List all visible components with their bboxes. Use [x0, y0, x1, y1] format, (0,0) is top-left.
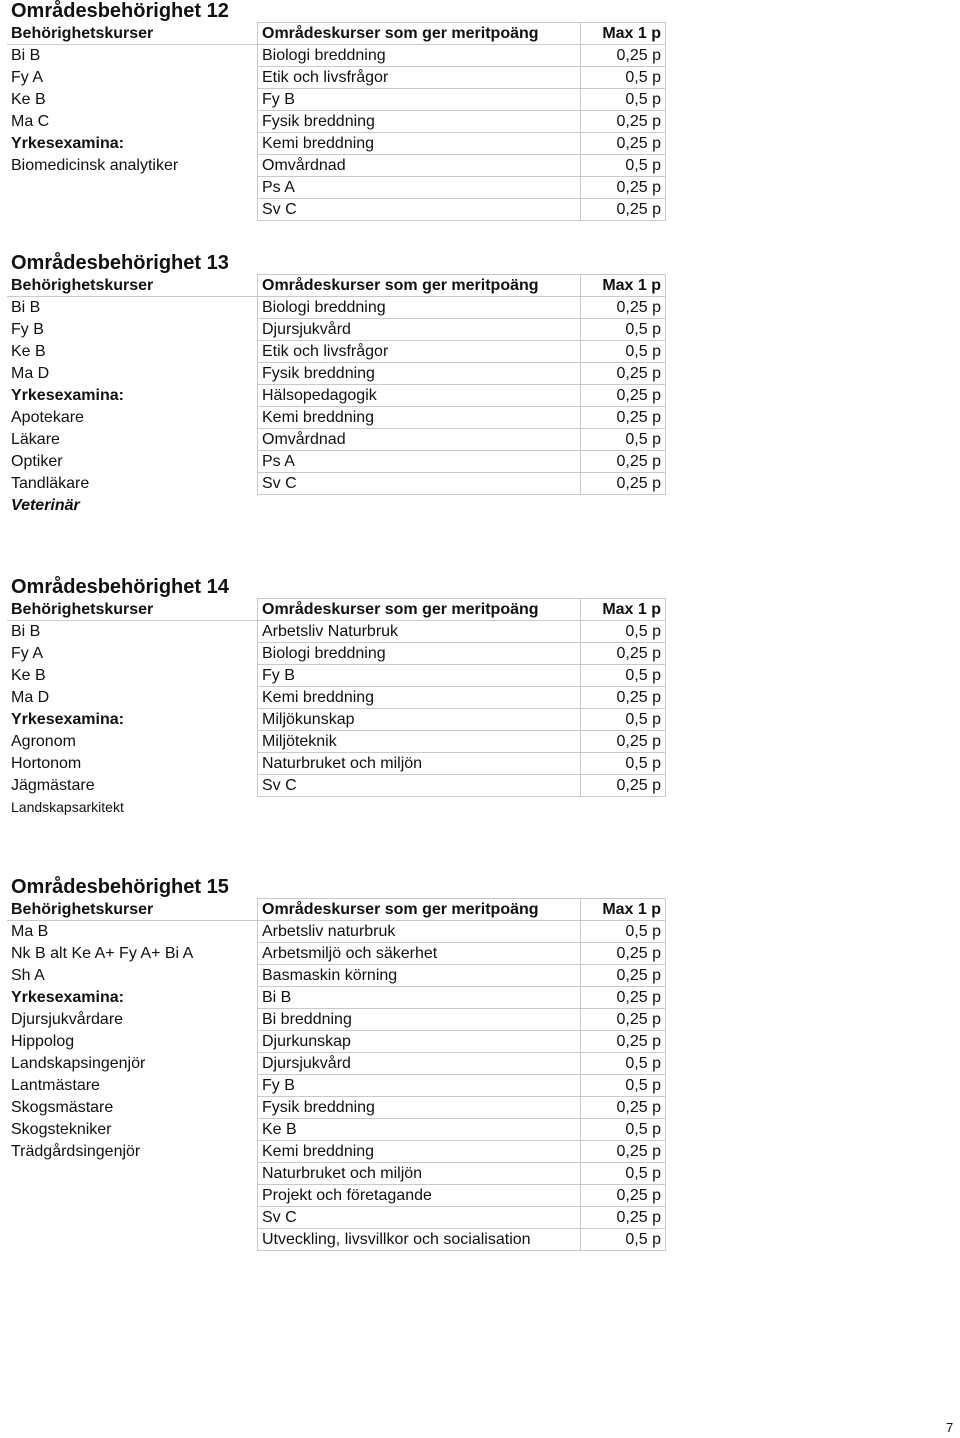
eligibility-course: Bi B [11, 47, 41, 65]
empty-cell [7, 177, 258, 199]
table-row [7, 385, 666, 407]
area-course: Basmaskin körning [258, 965, 581, 987]
points: 0,25 p [581, 111, 666, 133]
points: 0,25 p [581, 363, 666, 385]
empty-cell [581, 797, 666, 819]
points: 0,25 p [581, 775, 666, 797]
profession: Tandläkare [11, 475, 90, 492]
profession: Hippolog [11, 1033, 75, 1050]
area-course: Sv C [258, 1207, 581, 1229]
eligibility-course: Ke B [11, 91, 46, 108]
area-course: Hälsopedagogik [258, 385, 581, 407]
area-course: Arbetsliv naturbruk [258, 921, 581, 943]
page-number: 7 [946, 1420, 954, 1435]
course-table [7, 274, 666, 516]
eligibility-course: Bi B [11, 299, 41, 317]
table-row [7, 621, 666, 643]
area-course: Fysik breddning [258, 1097, 581, 1119]
area-course: Bi B [258, 987, 581, 1009]
area-course: Kemi breddning [258, 407, 581, 429]
area-course: Arbetsmiljö och säkerhet [258, 943, 581, 965]
points: 0,5 p [581, 67, 666, 89]
area-course: Biologi breddning [258, 45, 581, 67]
points: 0,5 p [581, 1075, 666, 1097]
empty-cell [7, 1163, 258, 1185]
header-eligibility-courses: Behörighetskurser [7, 899, 258, 921]
points: 0,25 p [581, 1009, 666, 1031]
header-max-points: Max 1 p [581, 23, 666, 45]
area-course: Kemi breddning [258, 687, 581, 709]
area-course: Djursjukvård [258, 319, 581, 341]
table-row [7, 665, 666, 687]
eligibility-course: Ma C [11, 113, 50, 130]
course-table [7, 598, 666, 818]
table-row [7, 687, 666, 709]
area-course: Fy B [258, 665, 581, 687]
points: 0,25 p [581, 1141, 666, 1163]
empty-cell [7, 1185, 258, 1207]
area-course: Utveckling, livsvillkor och socialisation [258, 1229, 581, 1251]
table-row [7, 943, 666, 965]
area-course: Ps A [258, 451, 581, 473]
section-title: Områdesbehörighet 15 [11, 876, 229, 898]
area-course: Omvårdnad [258, 155, 581, 177]
points: 0,25 p [581, 687, 666, 709]
table-row [7, 341, 666, 363]
section-title: Områdesbehörighet 13 [11, 252, 229, 274]
profession: Landskapsarkitekt [11, 798, 124, 815]
points: 0,25 p [581, 965, 666, 987]
profession: Djursjukvårdare [11, 1011, 124, 1028]
area-course: Etik och livsfrågor [258, 67, 581, 89]
table-row [7, 45, 666, 67]
table-row [7, 1053, 666, 1075]
points: 0,5 p [581, 341, 666, 363]
points: 0,5 p [581, 1053, 666, 1075]
area-course: Arbetsliv Naturbruk [258, 621, 581, 643]
header-max-points: Max 1 p [581, 599, 666, 621]
points: 0,25 p [581, 133, 666, 155]
header-max-points: Max 1 p [581, 275, 666, 297]
points: 0,25 p [581, 407, 666, 429]
table-row [7, 1119, 666, 1141]
table-row [7, 1075, 666, 1097]
table-row [7, 731, 666, 753]
points: 0,5 p [581, 921, 666, 943]
header-eligibility-courses: Behörighetskurser [7, 599, 258, 621]
area-course: Djurkunskap [258, 1031, 581, 1053]
header-row [7, 23, 666, 45]
profession: Skogstekniker [11, 1121, 112, 1138]
area-course: Miljökunskap [258, 709, 581, 731]
empty-cell [7, 1229, 258, 1251]
table-row [7, 775, 666, 797]
area-course: Omvårdnad [258, 429, 581, 451]
table-row [7, 753, 666, 775]
profession: Jägmästare [11, 777, 95, 794]
table-row [7, 451, 666, 473]
table-row [7, 921, 666, 943]
course-table [7, 898, 666, 1251]
area-course: Kemi breddning [258, 1141, 581, 1163]
profession: Landskapsingenjör [11, 1055, 146, 1072]
eligibility-course: Bi B [11, 623, 41, 641]
area-course: Naturbruket och miljön [258, 753, 581, 775]
area-course: Biologi breddning [258, 643, 581, 665]
profession: Veterinär [11, 496, 80, 514]
points: 0,5 p [581, 319, 666, 341]
points: 0,5 p [581, 753, 666, 775]
header-area-courses: Områdeskurser som ger meritpoäng [258, 23, 581, 45]
table-row [7, 1097, 666, 1119]
table-row [7, 473, 666, 495]
area-course: Fy B [258, 1075, 581, 1097]
profession: Optiker [11, 453, 63, 470]
eligibility-course: Fy A [11, 645, 44, 662]
table-row [7, 797, 666, 819]
table-row [7, 1185, 666, 1207]
table-row [7, 1207, 666, 1229]
empty-cell [258, 495, 581, 517]
points: 0,5 p [581, 155, 666, 177]
header-row [7, 275, 666, 297]
table-row [7, 429, 666, 451]
professional-degrees-label: Yrkesexamina: [11, 989, 124, 1006]
profession: Biomedicinsk analytiker [11, 157, 179, 174]
points: 0,25 p [581, 943, 666, 965]
table-row [7, 319, 666, 341]
empty-cell [7, 199, 258, 221]
eligibility-course: Ma B [11, 923, 49, 941]
table-row [7, 643, 666, 665]
table-row [7, 155, 666, 177]
area-course: Projekt och företagande [258, 1185, 581, 1207]
table-row [7, 67, 666, 89]
points: 0,25 p [581, 1185, 666, 1207]
professional-degrees-label: Yrkesexamina: [11, 387, 124, 404]
profession: Apotekare [11, 409, 84, 426]
table-row [7, 1141, 666, 1163]
table-row [7, 407, 666, 429]
header-area-courses: Områdeskurser som ger meritpoäng [258, 599, 581, 621]
points: 0,25 p [581, 1097, 666, 1119]
area-course: Etik och livsfrågor [258, 341, 581, 363]
header-max-points: Max 1 p [581, 899, 666, 921]
eligibility-course: Sh A [11, 967, 45, 984]
table-row [7, 1031, 666, 1053]
area-course: Fysik breddning [258, 111, 581, 133]
profession: Agronom [11, 733, 76, 750]
area-course: Djursjukvård [258, 1053, 581, 1075]
points: 0,5 p [581, 621, 666, 643]
table-row [7, 709, 666, 731]
points: 0,25 p [581, 1031, 666, 1053]
area-course: Bi breddning [258, 1009, 581, 1031]
table-row [7, 89, 666, 111]
points: 0,25 p [581, 177, 666, 199]
table-row [7, 1163, 666, 1185]
points: 0,5 p [581, 665, 666, 687]
table-row [7, 177, 666, 199]
header-area-courses: Områdeskurser som ger meritpoäng [258, 899, 581, 921]
header-row [7, 899, 666, 921]
table-row [7, 111, 666, 133]
eligibility-course: Ma D [11, 689, 50, 706]
points: 0,25 p [581, 385, 666, 407]
points: 0,25 p [581, 643, 666, 665]
area-course: Kemi breddning [258, 133, 581, 155]
table-row [7, 199, 666, 221]
points: 0,5 p [581, 429, 666, 451]
table-row [7, 987, 666, 1009]
points: 0,25 p [581, 1207, 666, 1229]
eligibility-course: Nk B alt Ke A+ Fy A+ Bi A [11, 945, 194, 962]
profession: Trädgårdsingenjör [11, 1143, 141, 1160]
profession: Hortonom [11, 755, 82, 772]
header-eligibility-courses: Behörighetskurser [7, 275, 258, 297]
table-row [7, 1009, 666, 1031]
points: 0,5 p [581, 1119, 666, 1141]
area-course: Fysik breddning [258, 363, 581, 385]
header-eligibility-courses: Behörighetskurser [7, 23, 258, 45]
professional-degrees-label: Yrkesexamina: [11, 135, 124, 152]
table-row [7, 363, 666, 385]
eligibility-course: Fy A [11, 69, 44, 86]
profession: Läkare [11, 431, 60, 448]
table-row [7, 495, 666, 517]
points: 0,5 p [581, 709, 666, 731]
table-row [7, 133, 666, 155]
table-row [7, 297, 666, 319]
table-row [7, 1229, 666, 1251]
points: 0,25 p [581, 473, 666, 495]
points: 0,25 p [581, 45, 666, 67]
empty-cell [258, 797, 581, 819]
points: 0,5 p [581, 89, 666, 111]
section-title: Områdesbehörighet 14 [11, 576, 229, 598]
profession: Lantmästare [11, 1077, 100, 1094]
area-course: Miljöteknik [258, 731, 581, 753]
eligibility-course: Ke B [11, 667, 46, 684]
professional-degrees-label: Yrkesexamina: [11, 711, 124, 728]
area-course: Ke B [258, 1119, 581, 1141]
table-row [7, 965, 666, 987]
eligibility-course: Fy B [11, 321, 44, 338]
points: 0,25 p [581, 987, 666, 1009]
empty-cell [581, 495, 666, 517]
points: 0,5 p [581, 1163, 666, 1185]
course-table [7, 22, 666, 221]
eligibility-course: Ke B [11, 343, 46, 360]
points: 0,25 p [581, 731, 666, 753]
area-course: Sv C [258, 473, 581, 495]
area-course: Ps A [258, 177, 581, 199]
points: 0,25 p [581, 451, 666, 473]
area-course: Sv C [258, 775, 581, 797]
profession: Skogsmästare [11, 1099, 114, 1116]
empty-cell [7, 1207, 258, 1229]
area-course: Sv C [258, 199, 581, 221]
points: 0,25 p [581, 297, 666, 319]
points: 0,25 p [581, 199, 666, 221]
section-title: Områdesbehörighet 12 [11, 0, 229, 22]
area-course: Fy B [258, 89, 581, 111]
header-row [7, 599, 666, 621]
points: 0,5 p [581, 1229, 666, 1251]
area-course: Naturbruket och miljön [258, 1163, 581, 1185]
eligibility-course: Ma D [11, 365, 50, 382]
header-area-courses: Områdeskurser som ger meritpoäng [258, 275, 581, 297]
area-course: Biologi breddning [258, 297, 581, 319]
